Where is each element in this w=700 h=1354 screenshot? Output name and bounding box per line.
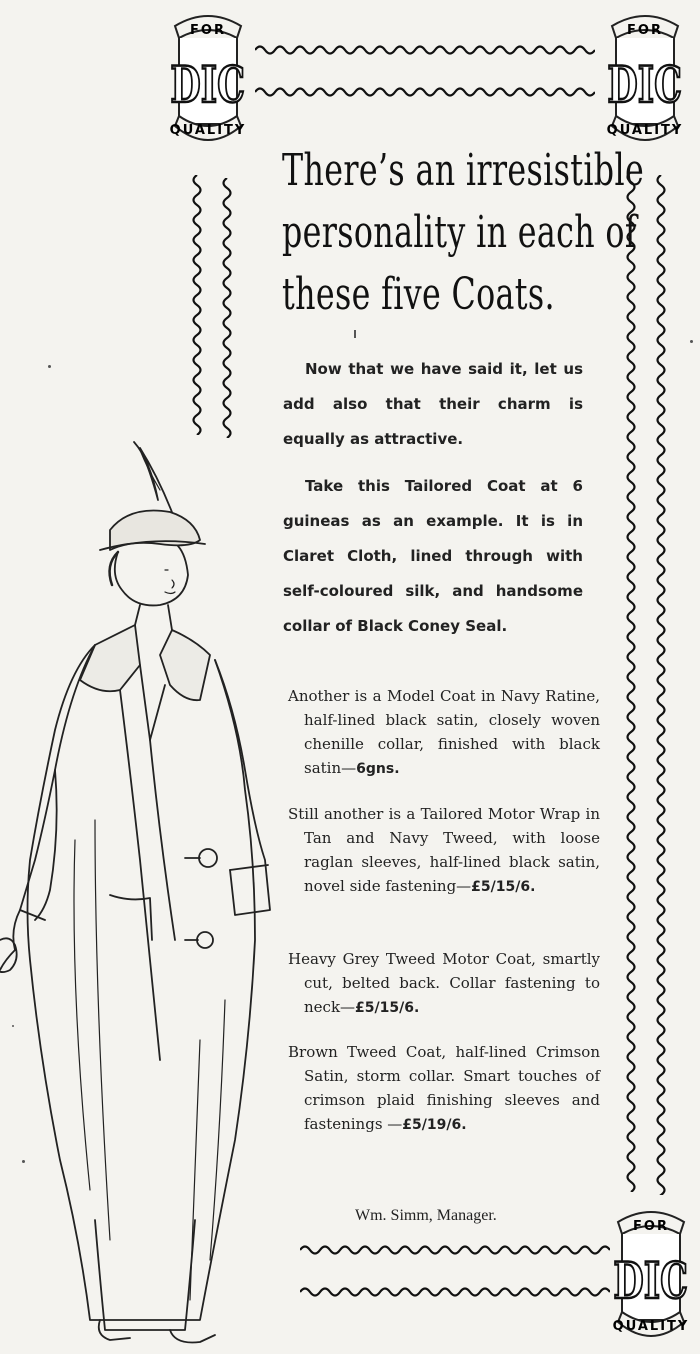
print-speck	[48, 365, 51, 368]
badge-quality-text: QUALITY	[612, 1319, 690, 1334]
coat-text: Brown Tweed Coat, half-lined Crimson Satin, storm collar. Smart touches of crimson plaid finishing sleeves and fastenings —	[288, 1043, 600, 1133]
badge-dic-letters: DIC	[607, 55, 682, 115]
intro-paragraph-1	[283, 352, 583, 457]
coat-description-1	[288, 684, 600, 781]
coat-price: £5/15/6.	[471, 879, 536, 895]
wavy-border-top-2	[255, 82, 595, 102]
wavy-border-bottom-2	[300, 1282, 610, 1302]
print-speck	[12, 1025, 14, 1027]
coat-price: £5/19/6.	[402, 1117, 467, 1133]
intro-text-2: Take this Tailored Coat at 6 guineas as an example. It is in Claret Cloth, lined through with self-coloured silk, and handsome collar of Black Coney Seal.	[283, 477, 583, 635]
dic-quality-badge-bottom-right	[608, 1200, 694, 1350]
wavy-border-top-1	[255, 40, 595, 60]
coat-text: Still another is a Tailored Motor Wrap in Tan and Navy Tweed, with loose raglan sleeves, half-lined black satin, novel side fastening—	[288, 805, 600, 895]
intro-text-1: Now that we have said it, let us add also that their charm is equally as attractive.	[283, 360, 583, 448]
coat-description-2	[288, 802, 600, 899]
wavy-border-left-2	[218, 178, 236, 438]
headline-line-2: personality in each of	[282, 207, 637, 258]
coat-description-3	[288, 947, 600, 1020]
badge-for-text: FOR	[627, 23, 663, 38]
badge-dic-letters: DIC	[613, 1251, 688, 1311]
wavy-border-bottom-1	[300, 1240, 610, 1260]
badge-dic-letters: DIC	[170, 55, 245, 115]
coat-price: £5/15/6.	[355, 1000, 420, 1016]
wavy-border-right-1	[622, 172, 640, 1192]
coat-text: Heavy Grey Tweed Motor Coat, smartly cut, belted back. Collar fastening to neck—	[288, 950, 600, 1016]
dic-quality-badge-top-left	[165, 4, 251, 154]
woman-in-coat-illustration	[0, 440, 280, 1351]
wavy-border-right-2	[652, 175, 670, 1195]
coat-text: Another is a Model Coat in Navy Ratine, half-lined black satin, closely woven chenille collar, finished with black satin—	[288, 687, 600, 777]
intro-paragraph-2	[283, 469, 583, 644]
dic-quality-badge-top-right	[602, 4, 688, 154]
badge-quality-text: QUALITY	[606, 123, 684, 138]
print-speck	[354, 330, 356, 338]
wavy-border-left-1	[188, 175, 206, 435]
print-speck	[22, 1160, 25, 1163]
print-speck	[690, 340, 693, 343]
headline-line-1: There’s an irresistible	[282, 145, 645, 196]
coat-description-4	[288, 1040, 600, 1137]
badge-quality-text: QUALITY	[169, 123, 247, 138]
badge-for-text: FOR	[190, 23, 226, 38]
headline	[282, 140, 645, 326]
coat-price: 6gns.	[356, 761, 400, 777]
manager-signature: Wm. Simm, Manager.	[355, 1207, 497, 1224]
headline-line-3: these five Coats.	[282, 269, 555, 320]
badge-for-text: FOR	[633, 1219, 669, 1234]
